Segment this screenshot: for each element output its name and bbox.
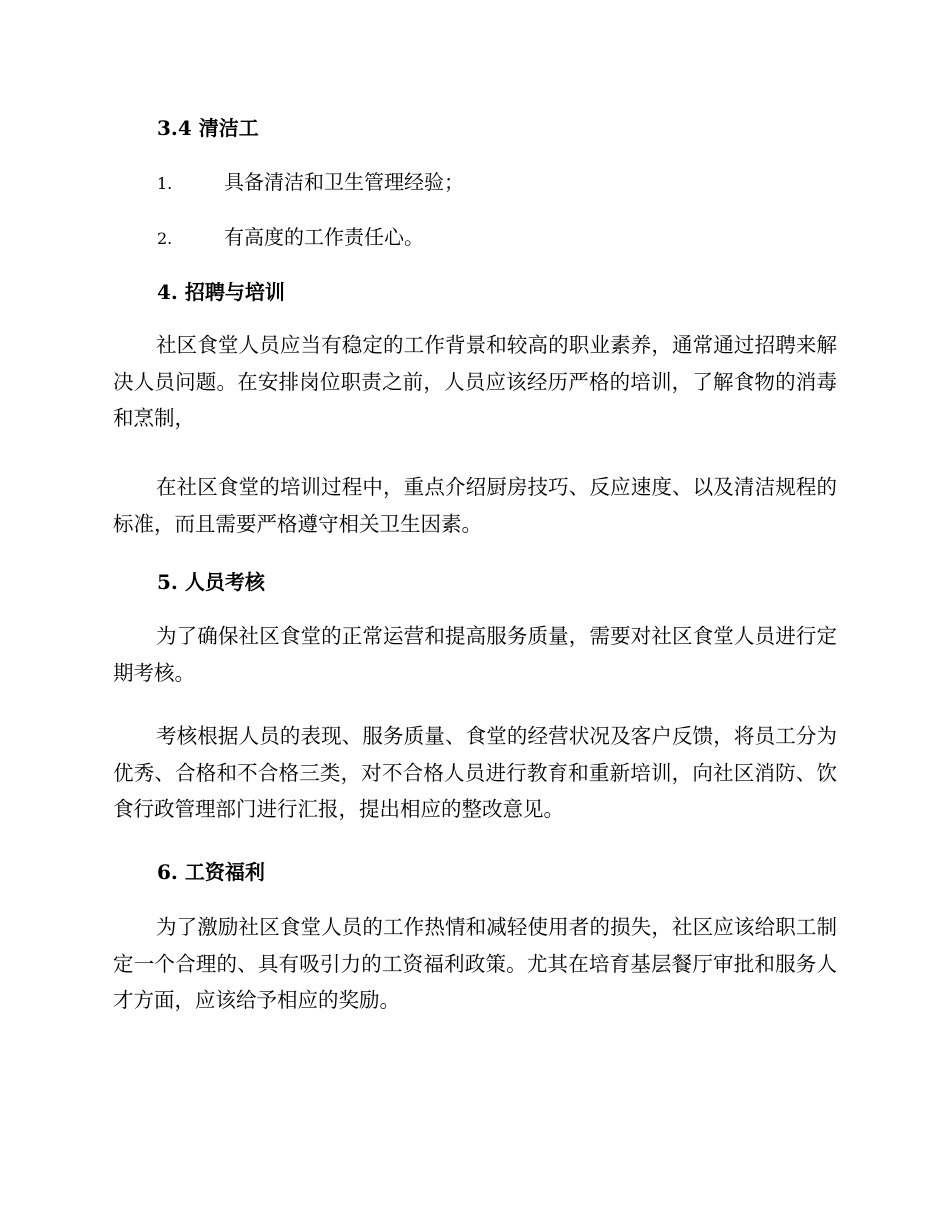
section-heading-cleaner: 3.4 清洁工 — [157, 116, 259, 140]
paragraph: 为了激励社区食堂人员的工作热情和减轻使用者的损失，社区应该给职工制定一个合理的、具有吸引力的工资福利政策。尤其在培育基层餐厅审批和服务人才方面，应该给予相应的奖励。 — [113, 915, 837, 1012]
list-item-1 — [157, 168, 464, 198]
paragraph: 在社区食堂的培训过程中，重点介绍厨房技巧、反应速度、以及清洁规程的标准，而且需要严格遵守相关卫生因素。 — [113, 475, 837, 536]
section-heading-recruit: 4. 招聘与培训 — [157, 280, 285, 304]
section-heading-welfare: 6. 工资福利 — [157, 860, 265, 884]
list-item-text: 有高度的工作责任心。 — [224, 225, 424, 249]
list-number: 2. — [157, 229, 173, 248]
paragraph: 为了确保社区食堂的正常运营和提高服务质量，需要对社区食堂人员进行定期考核。 — [113, 624, 837, 685]
list-item-2 — [157, 223, 424, 253]
paragraph: 考核根据人员的表现、服务质量、食堂的经营状况及客户反馈，将员工分为优秀、合格和不合格三类，对不合格人员进行教育和重新培训，向社区消防、饮食行政管理部门进行汇报，提出相应的整改意见。 — [113, 724, 837, 821]
section-heading-assessment: 5. 人员考核 — [157, 570, 265, 594]
list-item-text: 具备清洁和卫生管理经验； — [224, 170, 464, 194]
list-number: 1. — [157, 174, 173, 193]
paragraph: 社区食堂人员应当有稳定的工作背景和较高的职业素养，通常通过招聘来解决人员问题。在安排岗位职责之前，人员应该经历严格的培训，了解食物的消毒和烹制， — [113, 333, 837, 430]
